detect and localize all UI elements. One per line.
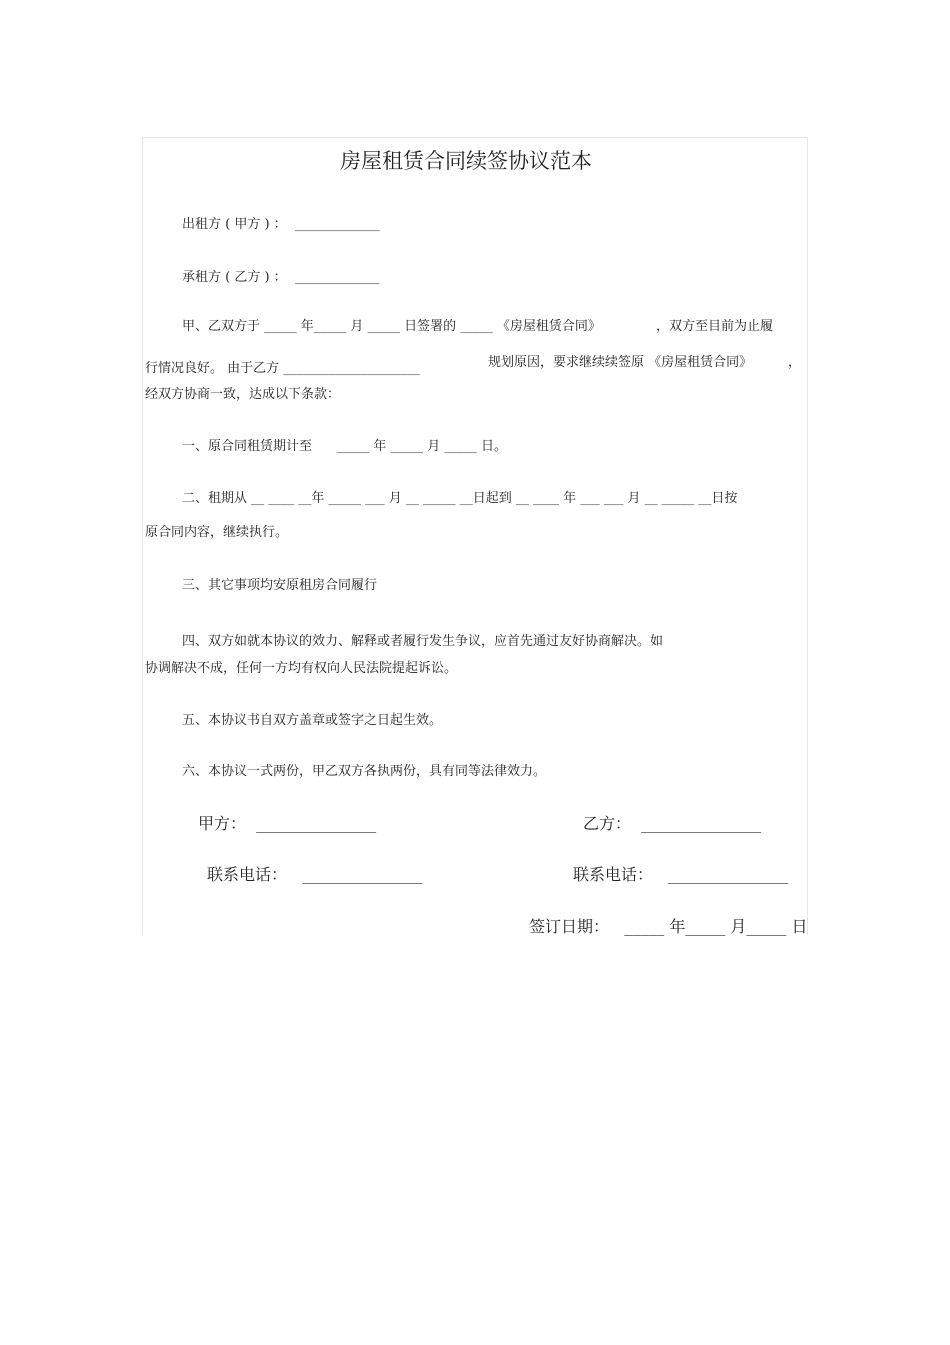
clause-4-line1: 四、双方如就本协议的效力、解释或者履行发生争议，应首先通过友好协商解决。如 (182, 634, 664, 649)
para1-line3: 经双方协商一致，达成以下条款： (145, 387, 341, 402)
party-b-signature: 乙方： _______________ (583, 814, 762, 833)
party-a-phone: 联系电话： _______________ (207, 865, 423, 884)
para1-line2c: ， (788, 355, 802, 370)
clause-2-line1: 二、租期从 __ ____ __年 _____ ___ 月 __ _____ __日起到 __ ____ 年 ___ ___ 月 __ _____ __日按 (182, 491, 738, 506)
para1-line1b: ，双方至目前为止履 (656, 319, 774, 334)
clause-1: 一、原合同租赁期计至 _____ 年 _____ 月 _____ 日。 (182, 439, 507, 454)
para1-line2a: 行情况良好。 由于乙方 _____________________ (145, 361, 420, 376)
lessee-line: 承租方 ( 乙方 ) ： _____________ (182, 270, 380, 285)
clause-6: 六、本协议一式两份，甲乙双方各执两份，具有同等法律效力。 (182, 764, 547, 779)
clause-4-line2: 协调解决不成，任何一方均有权向人民法院提起诉讼。 (145, 661, 458, 676)
party-b-phone: 联系电话： _______________ (573, 865, 789, 884)
clause-5: 五、本协议书自双方盖章或签字之日起生效。 (182, 713, 443, 728)
document-title: 房屋租赁合同续签协议范本 (340, 149, 592, 173)
lessor-line: 出租方 ( 甲方 ) ： _____________ (182, 217, 380, 232)
clause-3: 三、其它事项均安原租房合同履行 (182, 578, 378, 593)
signing-date: 签订日期： _____ 年_____ 月_____ 日 (529, 917, 808, 936)
clause-2-line2: 原合同内容，继续执行。 (145, 525, 289, 540)
para1-line2b: 规划原因，要求继续续签原 《房屋租赁合同》 (488, 355, 753, 370)
party-a-signature: 甲方： _______________ (198, 814, 377, 833)
para1-line1a: 甲、乙双方于 _____ 年_____ 月 _____ 日签署的 _____ 《房屋租赁合同》 (182, 319, 601, 334)
